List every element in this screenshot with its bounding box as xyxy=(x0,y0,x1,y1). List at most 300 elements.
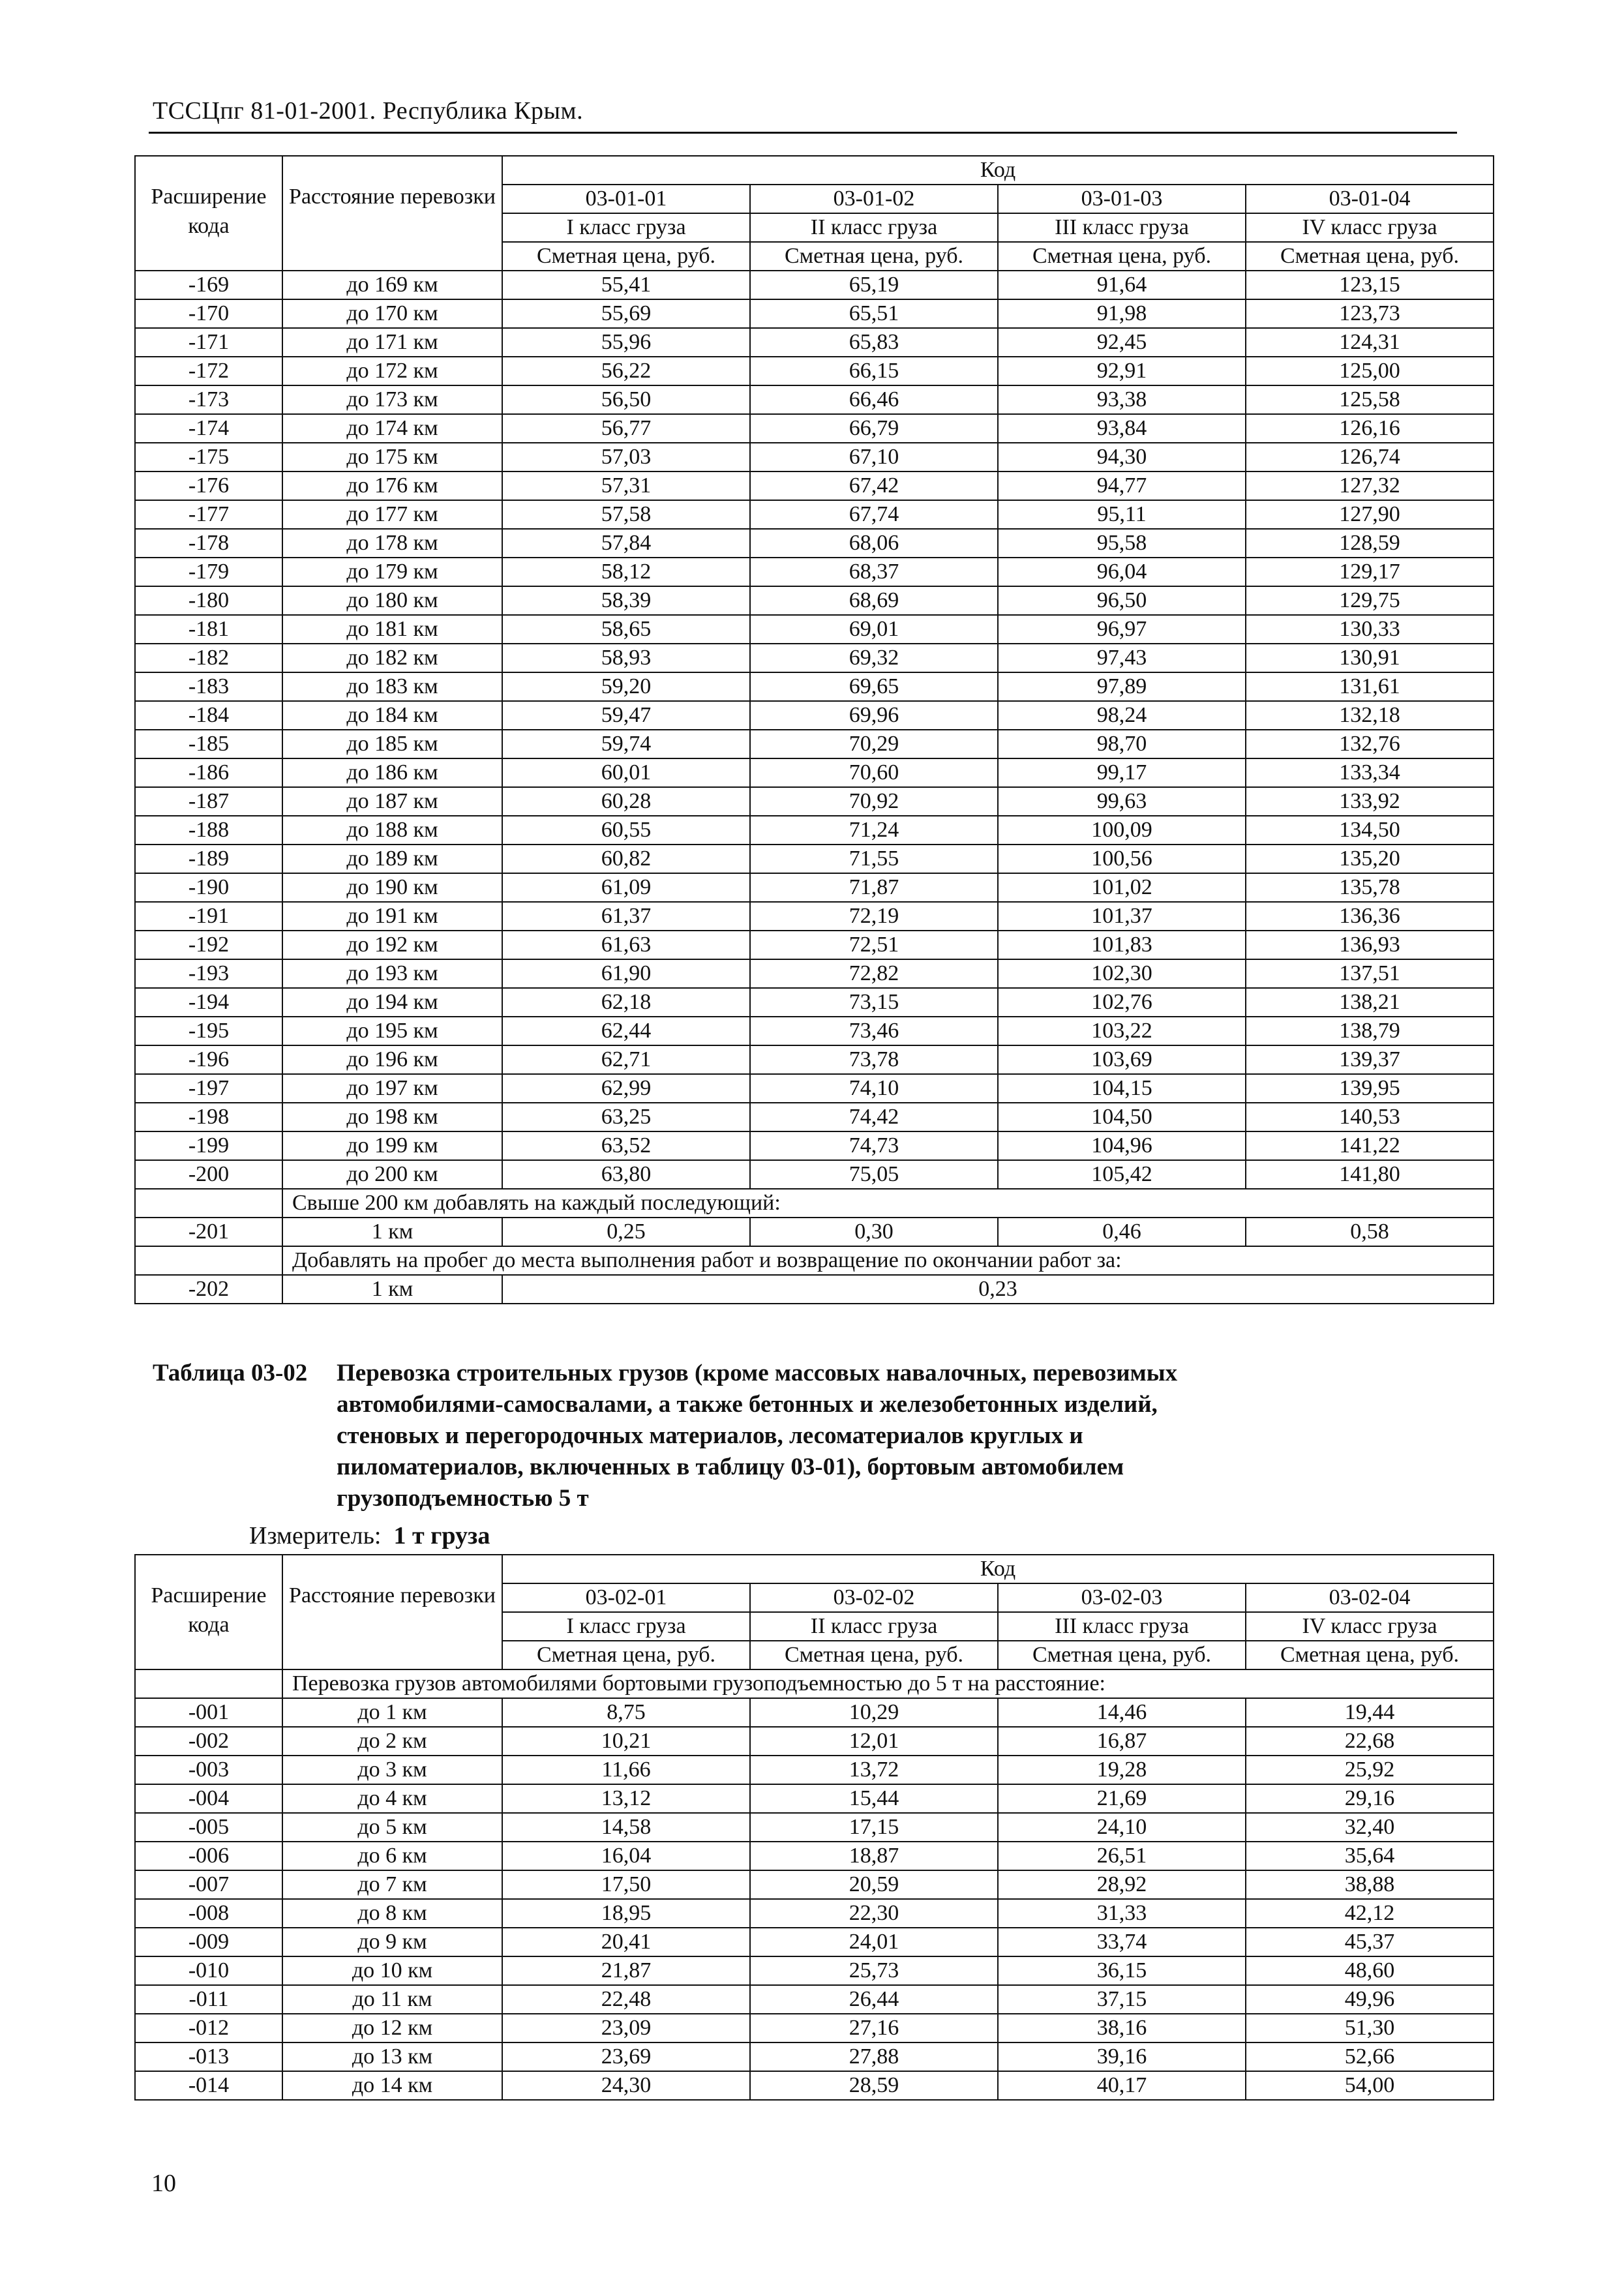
code-ext-cell: -188 xyxy=(135,816,282,845)
price-cell: 42,12 xyxy=(1246,1899,1494,1928)
code-ext-cell: -198 xyxy=(135,1103,282,1131)
price-label-cell: Сметная цена, руб. xyxy=(750,242,998,271)
price-cell: 49,96 xyxy=(1246,1985,1494,2014)
table-title-line: стеновых и перегородочных материалов, лесоматериалов круглых и xyxy=(337,1422,1083,1450)
price-cell: 14,58 xyxy=(502,1813,750,1842)
code-ext-cell: -200 xyxy=(135,1160,282,1189)
distance-cell: до 187 км xyxy=(282,787,502,816)
page-number: 10 xyxy=(151,2170,176,2197)
price-cell: 60,82 xyxy=(502,845,750,873)
code-cell: 03-02-02 xyxy=(750,1583,998,1612)
price-cell: 132,18 xyxy=(1246,701,1494,730)
price-cell: 99,63 xyxy=(998,787,1246,816)
price-cell: 75,05 xyxy=(750,1160,998,1189)
price-cell: 138,79 xyxy=(1246,1017,1494,1045)
code-cell: 03-01-01 xyxy=(502,185,750,213)
price-table-03-01 xyxy=(134,155,1494,1304)
price-cell: 135,20 xyxy=(1246,845,1494,873)
distance-cell: до 3 км xyxy=(282,1756,502,1784)
class-cell: II класс груза xyxy=(750,213,998,242)
distance-cell: до 183 км xyxy=(282,672,502,701)
price-cell: 22,68 xyxy=(1246,1727,1494,1756)
price-label-cell: Сметная цена, руб. xyxy=(998,1641,1246,1669)
price-cell: 99,17 xyxy=(998,758,1246,787)
code-ext-cell: -191 xyxy=(135,902,282,931)
price-cell: 45,37 xyxy=(1246,1928,1494,1956)
price-cell: 60,28 xyxy=(502,787,750,816)
price-cell: 132,76 xyxy=(1246,730,1494,758)
code-ext-cell: -184 xyxy=(135,701,282,730)
section-note: Перевозка грузов автомобилями бортовыми грузоподъемностью до 5 т на расстояние: xyxy=(282,1669,1494,1698)
distance-cell: до 191 км xyxy=(282,902,502,931)
table-row xyxy=(135,931,1494,959)
price-cell: 130,91 xyxy=(1246,644,1494,672)
code-ext-cell: -004 xyxy=(135,1784,282,1813)
table-row xyxy=(135,644,1494,672)
price-cell: 11,66 xyxy=(502,1756,750,1784)
code-ext-cell: -192 xyxy=(135,931,282,959)
table-row xyxy=(135,902,1494,931)
price-cell: 93,38 xyxy=(998,385,1246,414)
price-cell: 59,74 xyxy=(502,730,750,758)
code-ext-cell: -190 xyxy=(135,873,282,902)
code-ext-cell: -202 xyxy=(135,1275,282,1304)
price-cell: 71,24 xyxy=(750,816,998,845)
price-cell: 59,47 xyxy=(502,701,750,730)
price-cell: 59,20 xyxy=(502,672,750,701)
distance-cell: до 5 км xyxy=(282,1813,502,1842)
price-cell: 124,31 xyxy=(1246,328,1494,357)
price-cell: 92,45 xyxy=(998,328,1246,357)
table-title xyxy=(153,1358,1451,1514)
price-cell: 20,59 xyxy=(750,1870,998,1899)
extension-code-header: Расширение кода xyxy=(135,156,282,271)
price-cell: 0,25 xyxy=(502,1218,750,1246)
table-row xyxy=(135,1756,1494,1784)
price-cell: 126,74 xyxy=(1246,443,1494,471)
code-ext-cell: -014 xyxy=(135,2071,282,2100)
table-row xyxy=(135,271,1494,299)
price-cell: 15,44 xyxy=(750,1784,998,1813)
price-cell: 39,16 xyxy=(998,2042,1246,2071)
distance-cell: до 193 км xyxy=(282,959,502,988)
price-cell: 73,46 xyxy=(750,1017,998,1045)
price-cell: 40,17 xyxy=(998,2071,1246,2100)
code-ext-cell: -186 xyxy=(135,758,282,787)
distance-cell: 1 км xyxy=(282,1275,502,1304)
price-cell: 14,46 xyxy=(998,1698,1246,1727)
distance-cell: до 11 км xyxy=(282,1985,502,2014)
code-ext-cell: -171 xyxy=(135,328,282,357)
price-cell: 22,30 xyxy=(750,1899,998,1928)
price-label-cell: Сметная цена, руб. xyxy=(750,1641,998,1669)
table-row xyxy=(135,558,1494,586)
table-row xyxy=(135,787,1494,816)
distance-cell: до 2 км xyxy=(282,1727,502,1756)
code-ext-cell: -170 xyxy=(135,299,282,328)
table-row xyxy=(135,1131,1494,1160)
code-ext-cell: -001 xyxy=(135,1698,282,1727)
price-cell: 54,00 xyxy=(1246,2071,1494,2100)
price-cell: 134,50 xyxy=(1246,816,1494,845)
price-cell: 94,30 xyxy=(998,443,1246,471)
table-row xyxy=(135,672,1494,701)
distance-cell: до 185 км xyxy=(282,730,502,758)
price-cell: 17,50 xyxy=(502,1870,750,1899)
table-row xyxy=(135,1899,1494,1928)
table-row xyxy=(135,1698,1494,1727)
price-cell: 97,89 xyxy=(998,672,1246,701)
price-cell: 71,87 xyxy=(750,873,998,902)
price-cell: 130,33 xyxy=(1246,615,1494,644)
price-cell: 57,03 xyxy=(502,443,750,471)
code-ext-cell: -181 xyxy=(135,615,282,644)
price-cell: 123,73 xyxy=(1246,299,1494,328)
distance-cell: до 200 км xyxy=(282,1160,502,1189)
price-cell: 57,84 xyxy=(502,529,750,558)
distance-cell: до 180 км xyxy=(282,586,502,615)
distance-cell: до 182 км xyxy=(282,644,502,672)
price-cell: 65,19 xyxy=(750,271,998,299)
note-row xyxy=(135,1669,1494,1698)
price-cell: 62,99 xyxy=(502,1074,750,1103)
distance-cell: до 172 км xyxy=(282,357,502,385)
distance-cell: до 7 км xyxy=(282,1870,502,1899)
code-ext-cell: -193 xyxy=(135,959,282,988)
code-ext-cell: -009 xyxy=(135,1928,282,1956)
table-row xyxy=(135,2014,1494,2042)
price-label-cell: Сметная цена, руб. xyxy=(1246,242,1494,271)
table-row xyxy=(135,1160,1494,1189)
price-table-03-01-body xyxy=(135,156,1494,1189)
code-cell: 03-01-02 xyxy=(750,185,998,213)
price-cell: 17,15 xyxy=(750,1813,998,1842)
price-cell: 57,58 xyxy=(502,500,750,529)
code-ext-cell: -196 xyxy=(135,1045,282,1074)
price-cell: 74,73 xyxy=(750,1131,998,1160)
table-row xyxy=(135,529,1494,558)
price-cell: 58,65 xyxy=(502,615,750,644)
page-header: ТССЦпг 81-01-2001. Республика Крым. xyxy=(153,97,584,125)
distance-cell: до 1 км xyxy=(282,1698,502,1727)
price-cell: 55,96 xyxy=(502,328,750,357)
distance-cell: до 13 км xyxy=(282,2042,502,2071)
code-ext-cell: -185 xyxy=(135,730,282,758)
table-title-line: автомобилями-самосвалами, а также бетонных и железобетонных изделий, xyxy=(337,1391,1158,1418)
price-cell: 98,24 xyxy=(998,701,1246,730)
table-row xyxy=(135,2071,1494,2100)
price-cell: 38,88 xyxy=(1246,1870,1494,1899)
code-ext-cell: -007 xyxy=(135,1870,282,1899)
price-cell: 58,93 xyxy=(502,644,750,672)
price-cell: 102,30 xyxy=(998,959,1246,988)
price-cell: 67,74 xyxy=(750,500,998,529)
price-cell: 100,56 xyxy=(998,845,1246,873)
price-cell: 18,95 xyxy=(502,1899,750,1928)
price-cell: 18,87 xyxy=(750,1842,998,1870)
table-row xyxy=(135,385,1494,414)
price-cell: 141,80 xyxy=(1246,1160,1494,1189)
price-cell: 35,64 xyxy=(1246,1842,1494,1870)
price-cell: 25,73 xyxy=(750,1956,998,1985)
distance-cell: до 12 км xyxy=(282,2014,502,2042)
price-cell: 123,15 xyxy=(1246,271,1494,299)
price-cell: 133,34 xyxy=(1246,758,1494,787)
price-cell: 61,90 xyxy=(502,959,750,988)
price-cell: 21,69 xyxy=(998,1784,1246,1813)
code-ext-cell: -173 xyxy=(135,385,282,414)
price-cell: 101,37 xyxy=(998,902,1246,931)
note-over-200: Свыше 200 км добавлять на каждый последующий: xyxy=(282,1189,1494,1218)
code-ext-cell: -011 xyxy=(135,1985,282,2014)
price-label-cell: Сметная цена, руб. xyxy=(502,1641,750,1669)
price-cell: 10,29 xyxy=(750,1698,998,1727)
price-cell: 94,77 xyxy=(998,471,1246,500)
distance-cell: до 190 км xyxy=(282,873,502,902)
code-ext-cell: -006 xyxy=(135,1842,282,1870)
price-cell: 52,66 xyxy=(1246,2042,1494,2071)
class-cell: IV класс груза xyxy=(1246,213,1494,242)
price-cell: 63,52 xyxy=(502,1131,750,1160)
table-row xyxy=(135,328,1494,357)
distance-cell: до 196 км xyxy=(282,1045,502,1074)
price-cell: 68,69 xyxy=(750,586,998,615)
code-ext-cell: -189 xyxy=(135,845,282,873)
table-row xyxy=(135,1784,1494,1813)
price-cell: 61,63 xyxy=(502,931,750,959)
table-row xyxy=(135,1727,1494,1756)
distance-cell: до 9 км xyxy=(282,1928,502,1956)
table-row xyxy=(135,1956,1494,1985)
price-cell: 102,76 xyxy=(998,988,1246,1017)
table-row xyxy=(135,1928,1494,1956)
empty-cell xyxy=(135,1246,282,1275)
price-cell: 66,79 xyxy=(750,414,998,443)
distance-cell: до 189 км xyxy=(282,845,502,873)
price-cell: 63,25 xyxy=(502,1103,750,1131)
code-ext-cell: -172 xyxy=(135,357,282,385)
price-cell: 36,15 xyxy=(998,1956,1246,1985)
price-cell: 104,50 xyxy=(998,1103,1246,1131)
code-ext-cell: -195 xyxy=(135,1017,282,1045)
price-cell: 25,92 xyxy=(1246,1756,1494,1784)
price-cell: 61,09 xyxy=(502,873,750,902)
price-cell: 128,59 xyxy=(1246,529,1494,558)
price-label-cell: Сметная цена, руб. xyxy=(998,242,1246,271)
distance-cell: до 174 км xyxy=(282,414,502,443)
code-ext-cell: -169 xyxy=(135,271,282,299)
table-row xyxy=(135,816,1494,845)
class-cell: II класс груза xyxy=(750,1612,998,1641)
price-cell: 62,44 xyxy=(502,1017,750,1045)
class-cell: III класс груза xyxy=(998,1612,1246,1641)
code-ext-cell: -180 xyxy=(135,586,282,615)
price-cell: 0,46 xyxy=(998,1218,1246,1246)
price-cell: 137,51 xyxy=(1246,959,1494,988)
price-cell: 66,46 xyxy=(750,385,998,414)
price-cell: 27,16 xyxy=(750,2014,998,2042)
table-row xyxy=(135,471,1494,500)
price-cell: 0,23 xyxy=(502,1275,1494,1304)
distance-cell: до 198 км xyxy=(282,1103,502,1131)
price-cell: 56,22 xyxy=(502,357,750,385)
table-row xyxy=(135,1985,1494,2014)
table-row xyxy=(135,1218,1494,1246)
table-row xyxy=(135,1017,1494,1045)
distance-cell: до 186 км xyxy=(282,758,502,787)
table-row xyxy=(135,1870,1494,1899)
distance-cell: до 4 км xyxy=(282,1784,502,1813)
distance-cell: до 177 км xyxy=(282,500,502,529)
table-row xyxy=(135,586,1494,615)
price-cell: 16,87 xyxy=(998,1727,1246,1756)
price-cell: 33,74 xyxy=(998,1928,1246,1956)
price-label-cell: Сметная цена, руб. xyxy=(502,242,750,271)
table-row xyxy=(135,2042,1494,2071)
price-cell: 126,16 xyxy=(1246,414,1494,443)
price-cell: 29,16 xyxy=(1246,1784,1494,1813)
price-cell: 55,41 xyxy=(502,271,750,299)
code-ext-cell: -187 xyxy=(135,787,282,816)
code-cell: 03-02-03 xyxy=(998,1583,1246,1612)
table-row xyxy=(135,873,1494,902)
price-cell: 22,48 xyxy=(502,1985,750,2014)
price-cell: 61,37 xyxy=(502,902,750,931)
price-cell: 51,30 xyxy=(1246,2014,1494,2042)
price-cell: 93,84 xyxy=(998,414,1246,443)
class-cell: IV класс груза xyxy=(1246,1612,1494,1641)
table-title-line xyxy=(153,1358,1451,1389)
price-cell: 0,30 xyxy=(750,1218,998,1246)
measure-label: Измеритель: xyxy=(249,1522,382,1549)
price-cell: 23,69 xyxy=(502,2042,750,2071)
empty-cell xyxy=(135,1189,282,1218)
table-row xyxy=(135,1275,1494,1304)
price-cell: 70,29 xyxy=(750,730,998,758)
table-row xyxy=(135,1103,1494,1131)
price-cell: 71,55 xyxy=(750,845,998,873)
price-cell: 105,42 xyxy=(998,1160,1246,1189)
header-rule xyxy=(149,132,1457,134)
price-cell: 24,30 xyxy=(502,2071,750,2100)
code-cell: 03-01-04 xyxy=(1246,185,1494,213)
price-label-cell: Сметная цена, руб. xyxy=(1246,1641,1494,1669)
measure-line xyxy=(249,1521,490,1550)
price-cell: 135,78 xyxy=(1246,873,1494,902)
code-ext-cell: -005 xyxy=(135,1813,282,1842)
header-row xyxy=(135,1555,1494,1583)
table-row xyxy=(135,357,1494,385)
price-cell: 67,42 xyxy=(750,471,998,500)
distance-header: Расстояние перевозки xyxy=(282,156,502,271)
price-cell: 96,97 xyxy=(998,615,1246,644)
table-row xyxy=(135,701,1494,730)
price-cell: 27,88 xyxy=(750,2042,998,2071)
distance-cell: до 173 км xyxy=(282,385,502,414)
distance-cell: до 175 км xyxy=(282,443,502,471)
price-cell: 48,60 xyxy=(1246,1956,1494,1985)
table-title-line: грузоподъемностью 5 т xyxy=(337,1485,589,1512)
price-cell: 91,64 xyxy=(998,271,1246,299)
distance-cell: 1 км xyxy=(282,1218,502,1246)
price-cell: 57,31 xyxy=(502,471,750,500)
note-row xyxy=(135,1189,1494,1218)
class-cell: I класс груза xyxy=(502,1612,750,1641)
price-cell: 125,00 xyxy=(1246,357,1494,385)
distance-cell: до 14 км xyxy=(282,2071,502,2100)
price-cell: 28,59 xyxy=(750,2071,998,2100)
code-ext-cell: -194 xyxy=(135,988,282,1017)
distance-cell: до 170 км xyxy=(282,299,502,328)
price-cell: 127,90 xyxy=(1246,500,1494,529)
code-ext-cell: -179 xyxy=(135,558,282,586)
price-cell: 95,11 xyxy=(998,500,1246,529)
price-cell: 26,44 xyxy=(750,1985,998,2014)
price-cell: 104,96 xyxy=(998,1131,1246,1160)
extension-code-header: Расширение кода xyxy=(135,1555,282,1669)
code-ext-cell: -003 xyxy=(135,1756,282,1784)
price-cell: 69,01 xyxy=(750,615,998,644)
table-row xyxy=(135,758,1494,787)
price-cell: 68,06 xyxy=(750,529,998,558)
price-cell: 131,61 xyxy=(1246,672,1494,701)
price-cell: 0,58 xyxy=(1246,1218,1494,1246)
price-cell: 103,69 xyxy=(998,1045,1246,1074)
distance-cell: до 199 км xyxy=(282,1131,502,1160)
code-header: Код xyxy=(502,1555,1494,1583)
price-cell: 69,65 xyxy=(750,672,998,701)
price-cell: 70,60 xyxy=(750,758,998,787)
distance-cell: до 184 км xyxy=(282,701,502,730)
table-row xyxy=(135,845,1494,873)
code-ext-cell: -013 xyxy=(135,2042,282,2071)
code-ext-cell: -175 xyxy=(135,443,282,471)
price-cell: 139,95 xyxy=(1246,1074,1494,1103)
table-row xyxy=(135,730,1494,758)
price-cell: 21,87 xyxy=(502,1956,750,1985)
price-cell: 62,71 xyxy=(502,1045,750,1074)
code-cell: 03-01-03 xyxy=(998,185,1246,213)
price-cell: 56,77 xyxy=(502,414,750,443)
code-cell: 03-02-01 xyxy=(502,1583,750,1612)
price-cell: 72,19 xyxy=(750,902,998,931)
table-row xyxy=(135,414,1494,443)
price-cell: 101,02 xyxy=(998,873,1246,902)
price-cell: 13,12 xyxy=(502,1784,750,1813)
price-cell: 12,01 xyxy=(750,1727,998,1756)
price-cell: 38,16 xyxy=(998,2014,1246,2042)
price-cell: 100,09 xyxy=(998,816,1246,845)
empty-cell xyxy=(135,1669,282,1698)
price-cell: 28,92 xyxy=(998,1870,1246,1899)
price-cell: 24,01 xyxy=(750,1928,998,1956)
price-cell: 55,69 xyxy=(502,299,750,328)
code-ext-cell: -197 xyxy=(135,1074,282,1103)
code-ext-cell: -008 xyxy=(135,1899,282,1928)
price-cell: 72,82 xyxy=(750,959,998,988)
table-row xyxy=(135,1074,1494,1103)
price-cell: 138,21 xyxy=(1246,988,1494,1017)
code-ext-cell: -010 xyxy=(135,1956,282,1985)
price-cell: 133,92 xyxy=(1246,787,1494,816)
measure-value: 1 т груза xyxy=(393,1522,490,1549)
distance-cell: до 188 км xyxy=(282,816,502,845)
distance-cell: до 8 км xyxy=(282,1899,502,1928)
price-cell: 65,51 xyxy=(750,299,998,328)
code-ext-cell: -002 xyxy=(135,1727,282,1756)
table-row xyxy=(135,1813,1494,1842)
distance-cell: до 10 км xyxy=(282,1956,502,1985)
